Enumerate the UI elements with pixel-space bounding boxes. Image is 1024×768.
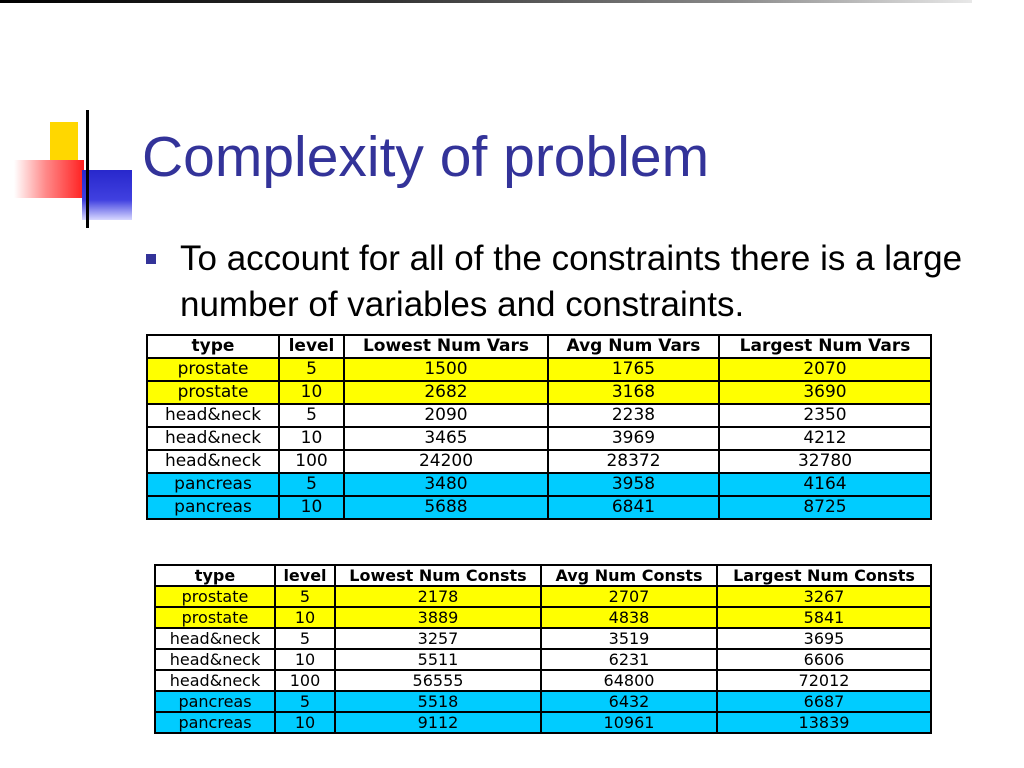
table-cell: 3958 xyxy=(548,473,719,496)
table-cell: 56555 xyxy=(335,670,541,691)
table-cell: 2238 xyxy=(548,404,719,427)
table-cell: 6606 xyxy=(717,649,931,670)
yellow-square-decoration xyxy=(50,122,78,162)
table-cell: head&neck xyxy=(147,404,279,427)
table-row xyxy=(147,358,931,381)
table-cell: 3969 xyxy=(548,427,719,450)
table-cell: 5511 xyxy=(335,649,541,670)
table-cell: pancreas xyxy=(155,691,275,712)
red-square-decoration xyxy=(14,160,84,198)
table-row xyxy=(147,450,931,473)
header-avg-num-consts: Avg Num Consts xyxy=(541,565,717,586)
table-cell: 5688 xyxy=(344,496,548,519)
table-cell: 1500 xyxy=(344,358,548,381)
table-cell: 5 xyxy=(279,358,344,381)
table-cell: prostate xyxy=(147,381,279,404)
table-cell: 4164 xyxy=(719,473,931,496)
header-largest-num-vars: Largest Num Vars xyxy=(719,335,931,358)
table-cell: 10 xyxy=(279,381,344,404)
table-cell: 4838 xyxy=(541,607,717,628)
table-cell: head&neck xyxy=(155,628,275,649)
table-cell: 5 xyxy=(275,586,335,607)
table-cell: head&neck xyxy=(155,649,275,670)
table-row xyxy=(147,473,931,496)
table-cell: 100 xyxy=(275,670,335,691)
table-cell: 3480 xyxy=(344,473,548,496)
table-cell: 64800 xyxy=(541,670,717,691)
table-cell: pancreas xyxy=(155,712,275,733)
table-cell: 1765 xyxy=(548,358,719,381)
table-cell: 5 xyxy=(275,628,335,649)
table-cell: prostate xyxy=(147,358,279,381)
table-cell: 10 xyxy=(275,607,335,628)
table-cell: 5 xyxy=(279,404,344,427)
table-cell: 5 xyxy=(279,473,344,496)
table-cell: prostate xyxy=(155,607,275,628)
table-cell: head&neck xyxy=(147,427,279,450)
table-header-row xyxy=(147,335,931,358)
table-cell: head&neck xyxy=(155,670,275,691)
table-row xyxy=(147,381,931,404)
header-avg-num-vars: Avg Num Vars xyxy=(548,335,719,358)
table-row xyxy=(155,607,931,628)
table-header-row xyxy=(155,565,931,586)
square-bullet-icon xyxy=(146,254,156,264)
header-lowest-num-vars: Lowest Num Vars xyxy=(344,335,548,358)
header-largest-num-consts: Largest Num Consts xyxy=(717,565,931,586)
table-cell: pancreas xyxy=(147,496,279,519)
table-row xyxy=(147,496,931,519)
table-cell: 10 xyxy=(279,496,344,519)
table-row xyxy=(155,628,931,649)
table-cell: 10 xyxy=(275,712,335,733)
bullet-text: To account for all of the constraints there is a large number of variables and constraints. xyxy=(180,239,963,324)
table-cell: 3519 xyxy=(541,628,717,649)
vertical-line-decoration xyxy=(86,110,89,228)
table-row xyxy=(155,670,931,691)
table-cell: 9112 xyxy=(335,712,541,733)
table-cell: 6841 xyxy=(548,496,719,519)
table-row xyxy=(147,427,931,450)
table-cell: 100 xyxy=(279,450,344,473)
header-level: level xyxy=(275,565,335,586)
table-cell: 32780 xyxy=(719,450,931,473)
table-row xyxy=(155,712,931,733)
table-row xyxy=(155,586,931,607)
table-cell: 6231 xyxy=(541,649,717,670)
header-lowest-num-consts: Lowest Num Consts xyxy=(335,565,541,586)
table-cell: 28372 xyxy=(548,450,719,473)
header-type: type xyxy=(147,335,279,358)
slide-logo-decoration xyxy=(0,0,140,240)
table-cell: head&neck xyxy=(147,450,279,473)
table-row xyxy=(147,404,931,427)
table-cell: 2682 xyxy=(344,381,548,404)
table-cell: 10 xyxy=(279,427,344,450)
table-cell: 2707 xyxy=(541,586,717,607)
table-cell: 3267 xyxy=(717,586,931,607)
table-cell: prostate xyxy=(155,586,275,607)
table-cell: 2090 xyxy=(344,404,548,427)
table-cell: 5841 xyxy=(717,607,931,628)
table-cell: 3690 xyxy=(719,381,931,404)
table-cell: 13839 xyxy=(717,712,931,733)
table-cell: 6687 xyxy=(717,691,931,712)
title-underline xyxy=(0,0,972,3)
table-cell: 72012 xyxy=(717,670,931,691)
table-cell: 3465 xyxy=(344,427,548,450)
table-cell: 3168 xyxy=(548,381,719,404)
table-cell: 4212 xyxy=(719,427,931,450)
table-cell: 6432 xyxy=(541,691,717,712)
header-type: type xyxy=(155,565,275,586)
table-row xyxy=(155,649,931,670)
variables-table xyxy=(146,334,932,520)
table-row xyxy=(155,691,931,712)
header-level: level xyxy=(279,335,344,358)
table-cell: 2070 xyxy=(719,358,931,381)
table-cell: 3889 xyxy=(335,607,541,628)
table-cell: 3695 xyxy=(717,628,931,649)
table-cell: 10961 xyxy=(541,712,717,733)
table-cell: 2350 xyxy=(719,404,931,427)
table-cell: 8725 xyxy=(719,496,931,519)
table-cell: 2178 xyxy=(335,586,541,607)
table-cell: 24200 xyxy=(344,450,548,473)
bullet-item xyxy=(146,236,1006,328)
table-cell: pancreas xyxy=(147,473,279,496)
table-cell: 10 xyxy=(275,649,335,670)
constraints-table xyxy=(154,564,932,734)
slide-title: Complexity of problem xyxy=(142,125,710,189)
table-cell: 5518 xyxy=(335,691,541,712)
blue-square-decoration xyxy=(82,170,132,220)
table-cell: 5 xyxy=(275,691,335,712)
table-cell: 3257 xyxy=(335,628,541,649)
